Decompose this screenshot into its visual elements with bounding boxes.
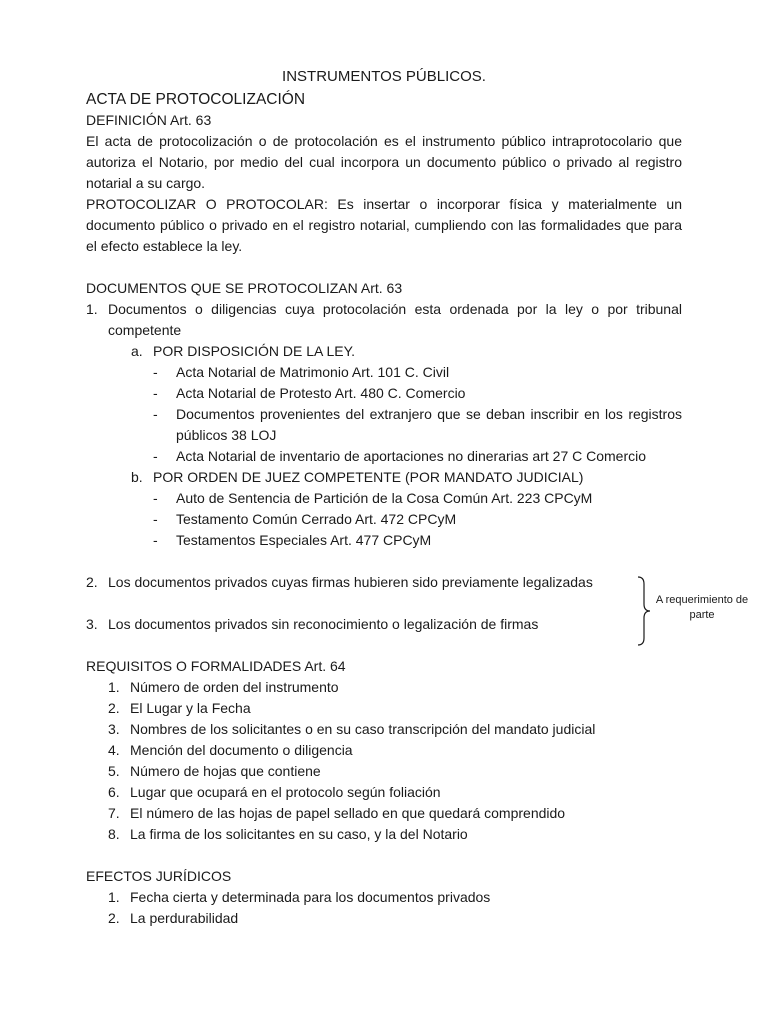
brace-note: A requerimiento de parte <box>655 594 749 621</box>
right-brace-icon <box>636 576 652 646</box>
definicion-label: DEFINICIÓN Art. 63 <box>86 112 212 128</box>
list-item: 8. La firma de los solicitantes en su caso, y la del Notario <box>108 826 468 842</box>
list-item: - Acta Notarial de Matrimonio Art. 101 C. Civil <box>153 364 450 380</box>
list-item: 5. Número de hojas que contiene <box>108 763 321 779</box>
list-item: b. POR ORDEN DE JUEZ COMPETENTE (POR MANDATO JUDICIAL) <box>131 469 584 485</box>
list-item: - Testamento Común Cerrado Art. 472 CPCyM <box>153 511 457 527</box>
list-item: a. POR DISPOSICIÓN DE LA LEY. <box>131 343 356 359</box>
efectos-heading: EFECTOS JURÍDICOS <box>86 868 232 884</box>
list-item: - Acta Notarial de inventario de aportaciones no dinerarias art 27 C Comercio <box>153 448 647 464</box>
list-item: 1. Número de orden del instrumento <box>108 679 339 695</box>
list-item: 2. El Lugar y la Fecha <box>108 700 251 716</box>
list-item: 1. Documentos o diligencias cuya protocolación esta ordenada por la ley o por tribunal competente <box>86 301 682 338</box>
requisitos-heading: REQUISITOS O FORMALIDADES Art. 64 <box>86 658 346 674</box>
list-item: 3. Los documentos privados sin reconocimiento o legalización de firmas <box>86 616 539 632</box>
list-item: 2. La perdurabilidad <box>108 910 239 926</box>
list-item: 6. Lugar que ocupará en el protocolo según foliación <box>108 784 441 800</box>
definicion-text: El acta de protocolización o de protocolación es el instrumento público intraprotocolario que autoriza el Notario, por medio del cual incorpora un documento público o privado al registro notarial a su cargo. <box>86 133 682 191</box>
list-item: 1. Fecha cierta y determinada para los documentos privados <box>108 889 491 905</box>
protocolizar-text: PROTOCOLIZAR O PROTOCOLAR: Es insertar o incorporar física y materialmente un documento público o privado en el registro notarial, cumpliendo con las formalidades que para el efecto establece la ley. <box>86 196 682 254</box>
document-page <box>86 66 682 929</box>
list-item: 2. Los documentos privados cuyas firmas hubieren sido previamente legalizadas <box>86 574 593 590</box>
list-item: - Testamentos Especiales Art. 477 CPCyM <box>153 532 432 548</box>
document-title: INSTRUMENTOS PÚBLICOS. <box>282 68 486 85</box>
documentos-heading: DOCUMENTOS QUE SE PROTOCOLIZAN Art. 63 <box>86 280 403 296</box>
list-item: 3. Nombres de los solicitantes o en su caso transcripción del mandato judicial <box>108 721 596 737</box>
list-item: - Documentos provenientes del extranjero que se deban inscribir en los registros públicos 38 LOJ <box>153 406 682 443</box>
list-item: 7. El número de las hojas de papel sellado en que quedará comprendido <box>108 805 566 821</box>
list-item: - Acta Notarial de Protesto Art. 480 C. Comercio <box>153 385 466 401</box>
list-item: - Auto de Sentencia de Partición de la Cosa Común Art. 223 CPCyM <box>153 490 593 506</box>
list-item: 4. Mención del documento o diligencia <box>108 742 353 758</box>
acta-heading: ACTA DE PROTOCOLIZACIÓN <box>86 91 306 108</box>
